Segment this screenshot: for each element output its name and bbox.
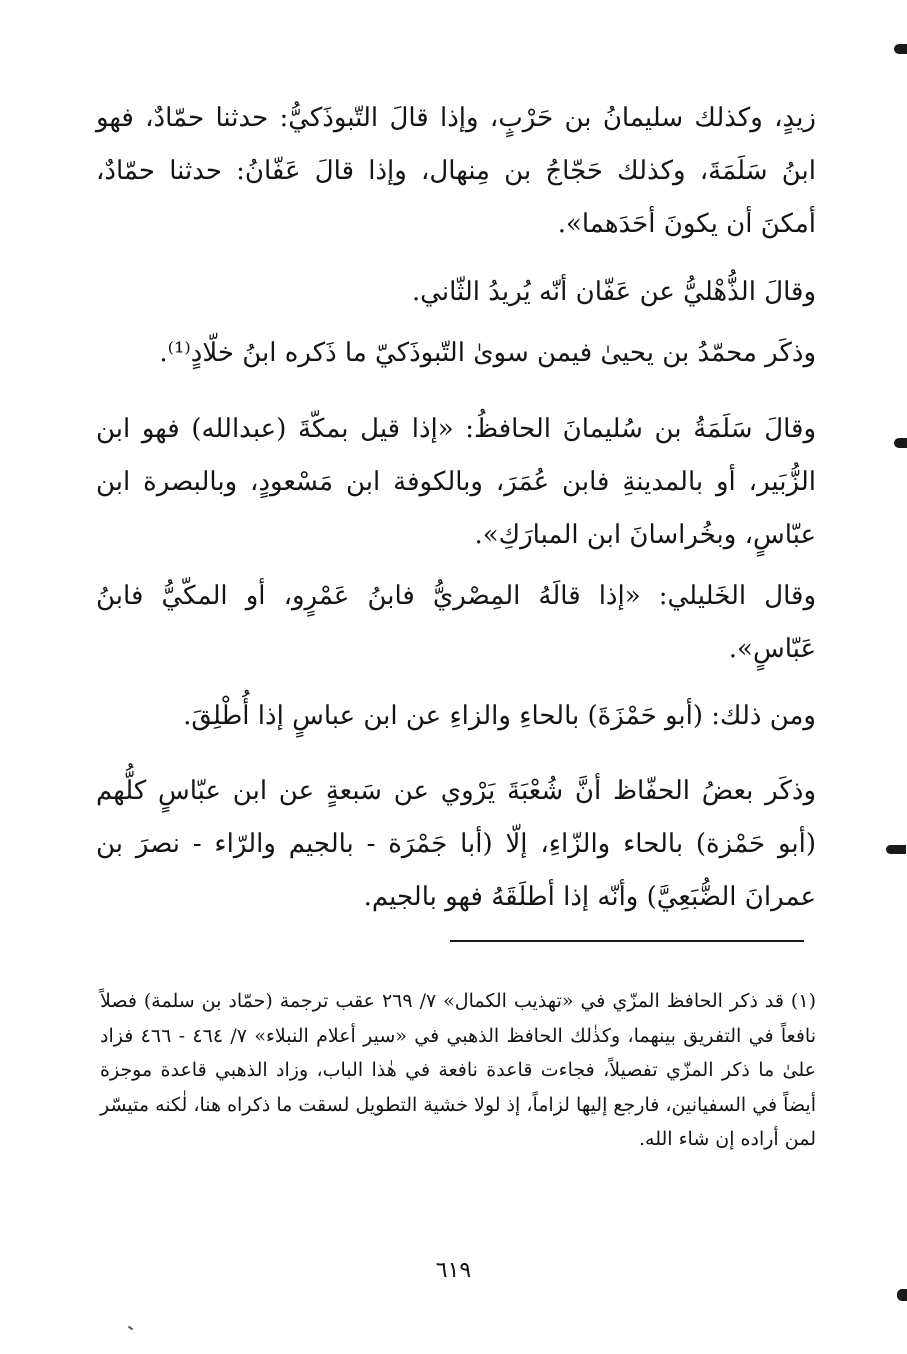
footnote-separator-rule: [450, 940, 804, 942]
body-paragraph-1: زيدٍ، وكذلك سليمانُ بن حَرْبٍ، وإذا قالَ التّبوذَكيُّ: حدثنا حمّادٌ، فهو ابنُ سَلَمَةَ، وكذلك حَجّاجُ بن مِنهال، وإذا قالَ عَفّانُ: حدثنا حمّادٌ، أمكنَ أن يكونَ أحَدَهما».: [96, 103, 816, 239]
footnote: (١) قد ذكر الحافظ المزّي في «تهذيب الكمال» ٧/ ٢٦٩ عقب ترجمة (حمّاد بن سلمة) فصلاً نافعاً في التفريق بينهما، وكذٰلك الحافظ الذهبي في «سير أعلام النبلاء» ٧/ ٤٦٤ - ٤٦٦ فزاد علىٰ ما ذكر المزّي تفصيلاً، فجاءت قاعدة نافعة في هٰذا الباب، وزاد الذهبي قاعدة موجزة أيضاً في السفيانين، فارجع إليها لزاماً، إذ لولا خشية التطويل لسقت ما ذكراه هنا، لٰكنه متيسّر لمن أراده إن شاء الله.: [100, 990, 816, 1150]
body-paragraph-6: ومن ذلك: (أبو حَمْزَةَ) بالحاءِ والزاءِ عن ابن عباسٍ إذا أُطْلِقَ.: [183, 701, 816, 731]
body-paragraph-3: وذكَر محمّدُ بن يحيىٰ فيمن سوىٰ التّبوذَكيّ ما ذَكره ابنُ خلّادٍ⁽¹⁾.: [159, 338, 816, 368]
body-paragraph-4: وقالَ سَلَمَةُ بن سُليمانَ الحافظُ: «إذا قيل بمكّةَ (عبدالله) فهو ابن الزُّبَير، أو بالمدينةِ فابن عُمَرَ، وبالكوفة ابن مَسْعودٍ، وبالبصرة ابن عبّاسٍ، وبخُراسانَ ابن المبارَكِ».: [96, 414, 816, 550]
edge-thumb-mark: [897, 1289, 907, 1301]
edge-thumb-mark: [886, 845, 906, 854]
scan-speck: [128, 1326, 133, 1331]
body-paragraph-2: وقالَ الذُّهْليُّ عن عَفّان أنّه يُريدُ الثّاني.: [411, 277, 816, 307]
body-paragraph-5: وقال الخَليلي: «إذا قالَهُ المِصْريُّ فابنُ عَمْرٍو، أو المكّيُّ فابنُ عَبّاسٍ».: [96, 581, 816, 664]
body-paragraph-7: وذكَر بعضُ الحفّاظ أنَّ شُعْبَةَ يَرْوي عن سَبعةٍ عن ابن عبّاسٍ كلُّهم (أبو حَمْزة) بالحاء والزّاءِ، إلّا (أبا جَمْرَة - بالجيم والرّاء - نصرَ بن عمرانَ الضُّبَعِيَّ) وأنّه إذا أطلَقَهُ فهو بالجيم.: [96, 776, 816, 912]
page-number: ٦١٩: [435, 1258, 472, 1283]
edge-thumb-mark: [894, 44, 907, 54]
edge-thumb-mark: [894, 438, 907, 448]
